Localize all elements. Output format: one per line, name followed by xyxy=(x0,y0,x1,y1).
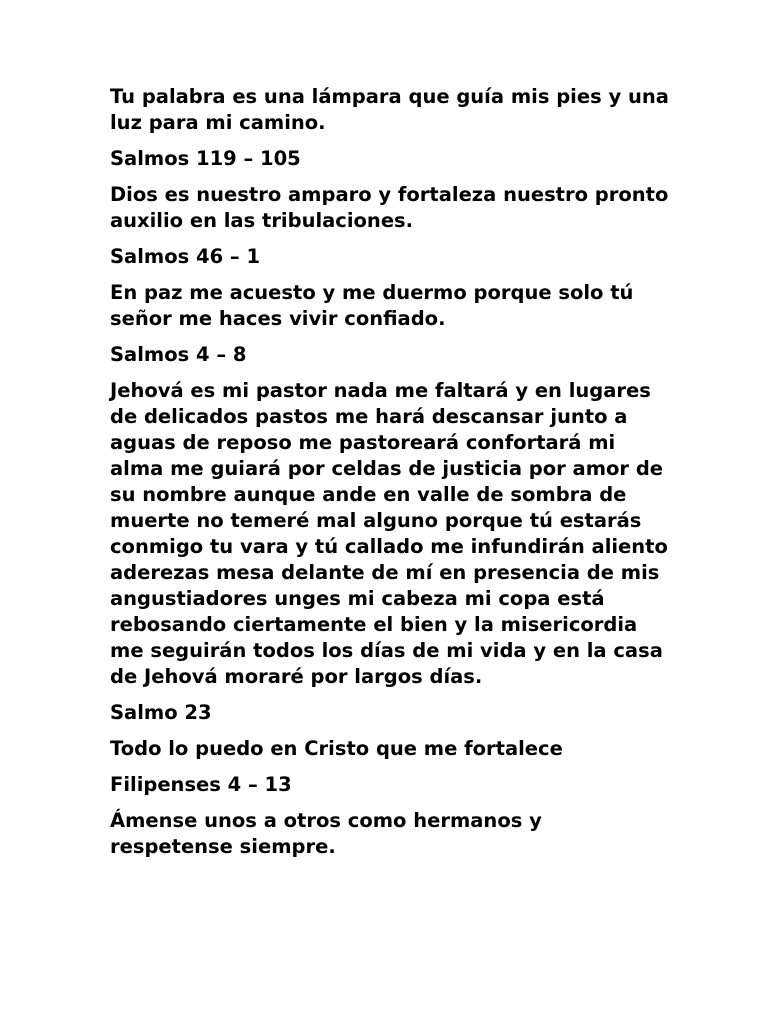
verse-reference: Salmos 4 – 8 xyxy=(110,343,247,366)
verse-text: En paz me acuesto y me duermo porque solo tú señor me haces vivir confiado. xyxy=(110,281,634,330)
document-page xyxy=(110,84,670,870)
verse-text: Ámense unos a otros como hermanos y respetense siempre. xyxy=(110,809,542,858)
verse-text: Todo lo puedo en Cristo que me fortalece xyxy=(110,737,563,760)
verse-text: Tu palabra es una lámpara que guía mis pies y una luz para mi camino. xyxy=(110,85,669,134)
verse-text: Dios es nuestro amparo y fortaleza nuestro pronto auxilio en las tribulaciones. xyxy=(110,183,669,232)
verse-reference: Salmo 23 xyxy=(110,701,212,724)
verse-reference: Salmos 119 – 105 xyxy=(110,147,301,170)
verse-reference: Salmos 46 – 1 xyxy=(110,245,261,268)
verse-text: Jehová es mi pastor nada me faltará y en lugares de delicados pastos me hará descansar junto a aguas de reposo me pastoreará confortará mi alma me guiará por celdas de justicia por amor de su nombre aunque ande en valle de sombra de muerte no temeré mal alguno porque tú estarás conmigo tu vara y tú callado me infundirán aliento aderezas mesa delante de mí en presencia de mis angustiadores unges mi cabeza mi copa está rebosando ciertamente el bien y la misericordia me seguirán todos los días de mi vida y en la casa de Jehová moraré por largos días. xyxy=(110,379,668,688)
verse-reference: Filipenses 4 – 13 xyxy=(110,773,292,796)
